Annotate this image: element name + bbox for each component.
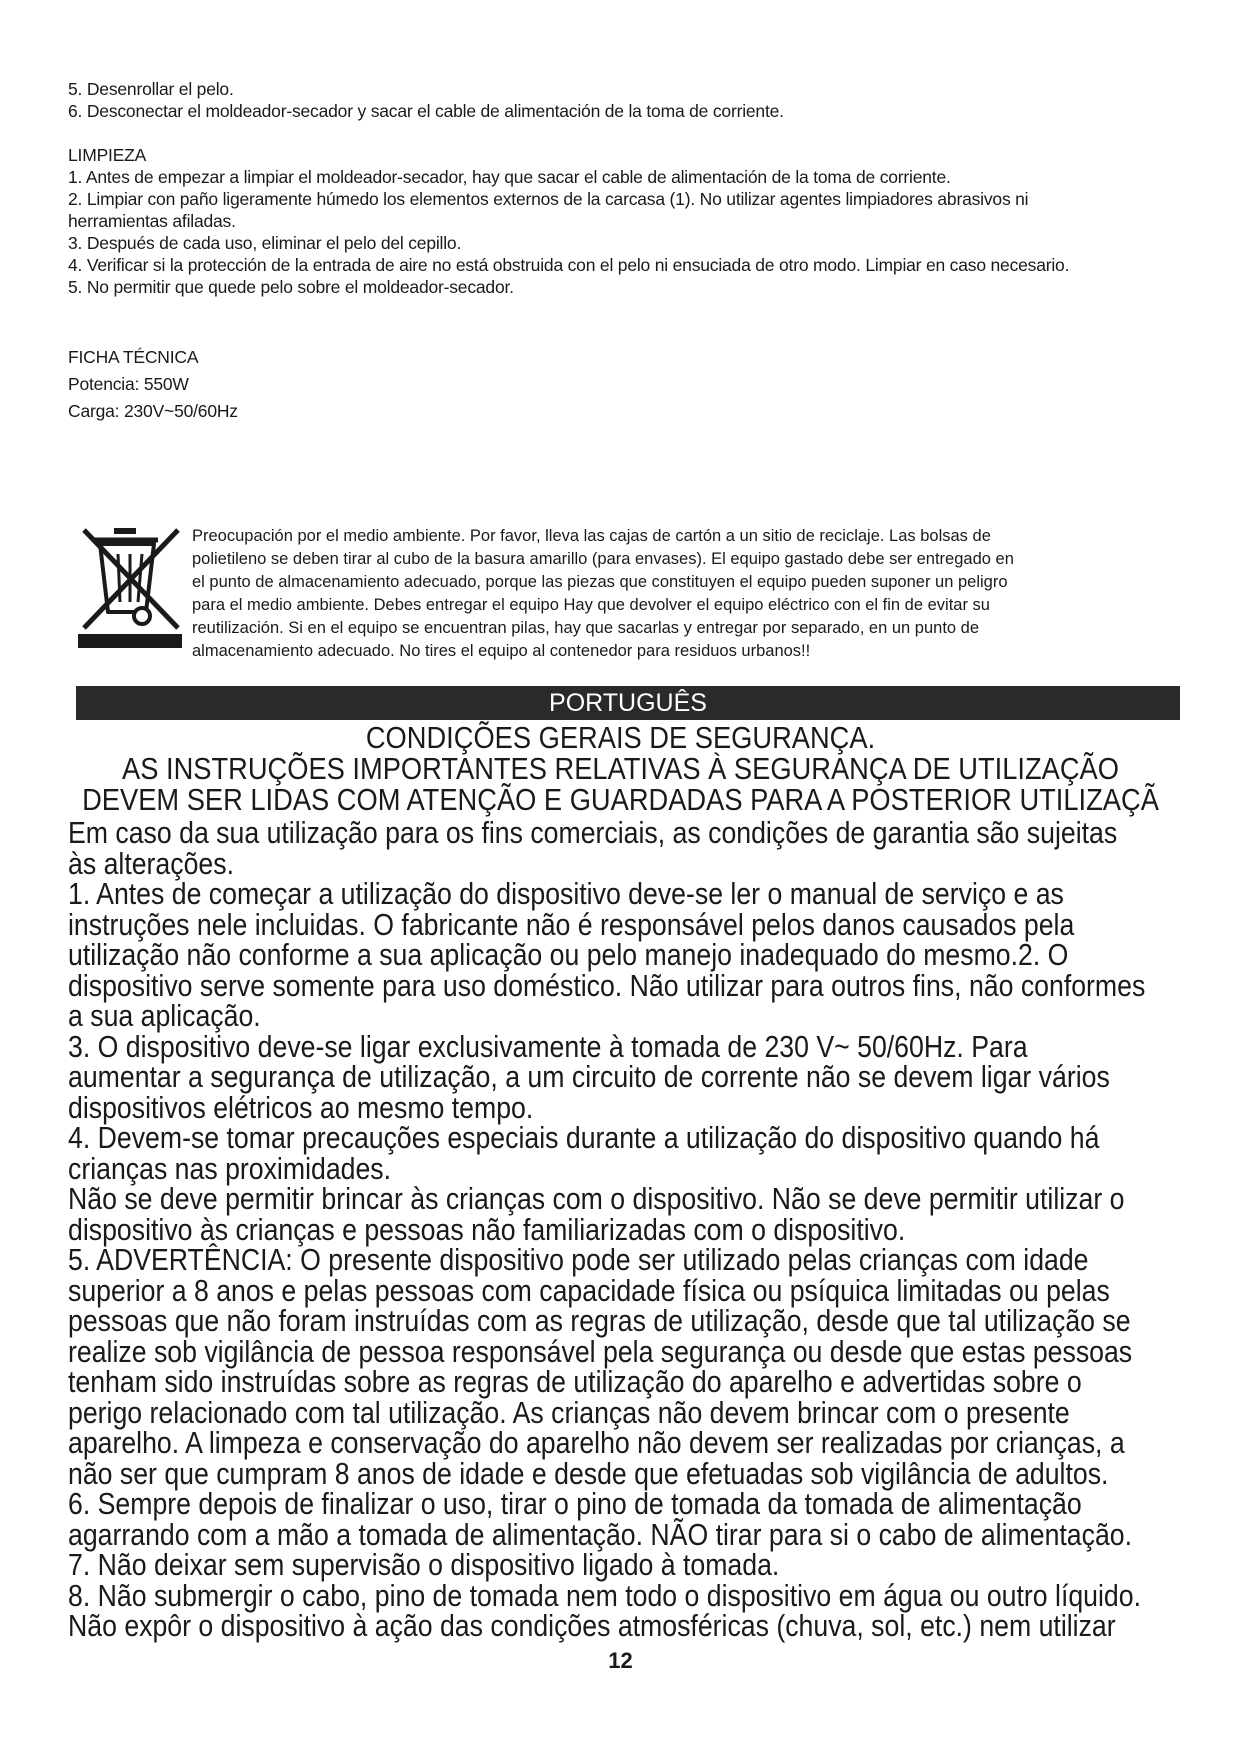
body-line: perigo relacionado com tal utilização. As crianças não devem brincar com o presente <box>68 1394 1070 1430</box>
crossed-out-wheelie-bin-icon <box>76 520 186 650</box>
body-line: não ser que cumpram 8 anos de idade e desde que efetuadas sob vigilância de adultos. <box>68 1455 1109 1491</box>
ficha-tecnica <box>68 344 238 425</box>
body-line: dispositivo serve somente para uso doméstico. Não utilizar para outros fins, não conformes <box>68 967 1146 1003</box>
instruction-line: 5. Desenrollar el pelo. <box>68 79 234 99</box>
body-line: instruções nele incluidas. O fabricante não é responsável pelos danos causados pela <box>68 906 1075 942</box>
body-line: Não expôr o dispositivo à ação das condições atmosféricas (chuva, sol, etc.) nem utilizar <box>68 1608 1116 1643</box>
limpieza-item: 1. Antes de empezar a limpiar el moldeador-secador, hay que sacar el cable de alimentación de la toma de corriente. <box>68 167 951 187</box>
ficha-carga: Carga: 230V~50/60Hz <box>68 401 238 421</box>
body-line: às alterações. <box>68 845 234 881</box>
limpieza-title: LIMPIEZA <box>68 145 147 165</box>
instruction-line: 6. Desconectar el moldeador-secador y sacar el cable de alimentación de la toma de corriente. <box>68 101 784 121</box>
body-line: 3. O dispositivo deve-se ligar exclusivamente à tomada de 230 V~ 50/60Hz. Para <box>68 1028 1028 1064</box>
body-line: 7. Não deixar sem supervisão o dispositivo ligado à tomada. <box>68 1547 780 1582</box>
heading-line: DEVEM SER LIDAS COM ATENÇÃO E GUARDADAS PARA A POSTERIOR UTILIZAÇÃ <box>82 782 1159 817</box>
body-line: tenham sido instruídas sobre as regras de utilização do aparelho e advertidas sobre o <box>68 1364 1082 1399</box>
environment-line: polietileno se deben tirar al cubo de la basura amarillo (para envases). El equipo gastado debe ser entregado en <box>192 550 1014 568</box>
body-line: dispositivo às crianças e pessoas não familiarizadas com o dispositivo. <box>68 1211 906 1247</box>
limpieza-item: 3. Después de cada uso, eliminar el pelo del cepillo. <box>68 233 462 253</box>
heading-line: CONDIÇÕES GERAIS DE SEGURANÇA. <box>365 720 876 755</box>
environment-line: el punto de almacenamiento adecuado, porque las piezas que constituyen el equipo pueden suponer un peligro <box>192 573 1008 591</box>
body-line: Em caso da sua utilização para os fins comerciais, as condições de garantia são sujeitas <box>68 815 1118 850</box>
limpieza-item: 2. Limpiar con paño ligeramente húmedo los elementos externos de la carcasa (1). No utilizar agentes limpiadores abrasivos ni <box>68 189 1029 209</box>
limpieza-item: herramientas afiladas. <box>68 211 236 231</box>
spanish-instructions <box>68 78 1178 298</box>
environment-text <box>192 525 1172 663</box>
body-line: agarrando com a mão a tomada de alimentação. NÃO tirar para si o cabo de alimentação. <box>68 1516 1133 1552</box>
ficha-potencia: Potencia: 550W <box>68 374 189 394</box>
environment-line: reutilización. Si en el equipo se encuentran pilas, hay que sacarlas y entregar por separado, en un punto de <box>192 619 980 637</box>
environment-line: para el medio ambiente. Debes entregar el equipo Hay que devolver el equipo eléctrico con el fin de evitar su <box>192 596 990 614</box>
body-line: superior a 8 anos e pelas pessoas com capacidade física ou psíquica limitadas ou pelas <box>68 1272 1110 1308</box>
limpieza-item: 5. No permitir que quede pelo sobre el moldeador-secador. <box>68 277 514 297</box>
body-line: realize sob vigilância de pessoa responsável pela segurança ou desde que estas pessoas <box>68 1333 1133 1369</box>
heading-line: AS INSTRUÇÕES IMPORTANTES RELATIVAS À SEGURANÇA DE UTILIZAÇÃO <box>122 751 1119 786</box>
limpieza-item: 4. Verificar si la protección de la entrada de aire no está obstruida con el pelo ni ensuciada de otro modo. Limpiar en caso necesario. <box>68 255 1070 275</box>
safety-instructions-body <box>68 815 1169 1643</box>
body-line: a sua aplicação. <box>68 998 261 1033</box>
body-line: Não se deve permitir brincar às crianças com o dispositivo. Não se deve permitir utilizar o <box>68 1181 1125 1216</box>
body-line: utilização não conforme a sua aplicação ou pelo manejo inadequado do mesmo.2. O <box>68 937 1069 972</box>
ficha-title: FICHA TÉCNICA <box>68 347 199 367</box>
environment-line: Preocupación por el medio ambiente. Por favor, lleva las cajas de cartón a un sitio de reciclaje. Las bolsas de <box>192 527 991 545</box>
body-line: dispositivos elétricos ao mesmo tempo. <box>68 1089 534 1125</box>
body-line: 6. Sempre depois de finalizar o uso, tirar o pino de tomada da tomada de alimentação <box>68 1486 1082 1521</box>
body-line: crianças nas proximidades. <box>68 1150 392 1186</box>
body-line: 1. Antes de começar a utilização do dispositivo deve-se ler o manual de serviço e as <box>68 876 1064 911</box>
environment-line: almacenamiento adecuado. No tires el equipo al contenedor para residuos urbanos!! <box>192 642 811 660</box>
body-line: pessoas que não foram instruídas com as regras de utilização, desde que tal utilização se <box>68 1303 1131 1338</box>
body-line: 5. ADVERTÊNCIA: O presente dispositivo pode ser utilizado pelas crianças com idade <box>68 1242 1089 1277</box>
page-number: 12 <box>608 1648 633 1673</box>
language-section-bar: PORTUGUÊS <box>76 686 1180 720</box>
body-line: aumentar a segurança de utilização, a um circuito de corrente não se devem ligar vários <box>68 1059 1110 1094</box>
safety-heading <box>74 722 1166 815</box>
body-line: 4. Devem-se tomar precauções especiais durante a utilização do dispositivo quando há <box>68 1120 1100 1155</box>
body-line: 8. Não submergir o cabo, pino de tomada nem todo o dispositivo em água ou outro líquido. <box>68 1577 1141 1613</box>
body-line: aparelho. A limpeza e conservação do aparelho não devem ser realizadas por crianças, a <box>68 1425 1125 1460</box>
environment-notice <box>76 520 1176 670</box>
